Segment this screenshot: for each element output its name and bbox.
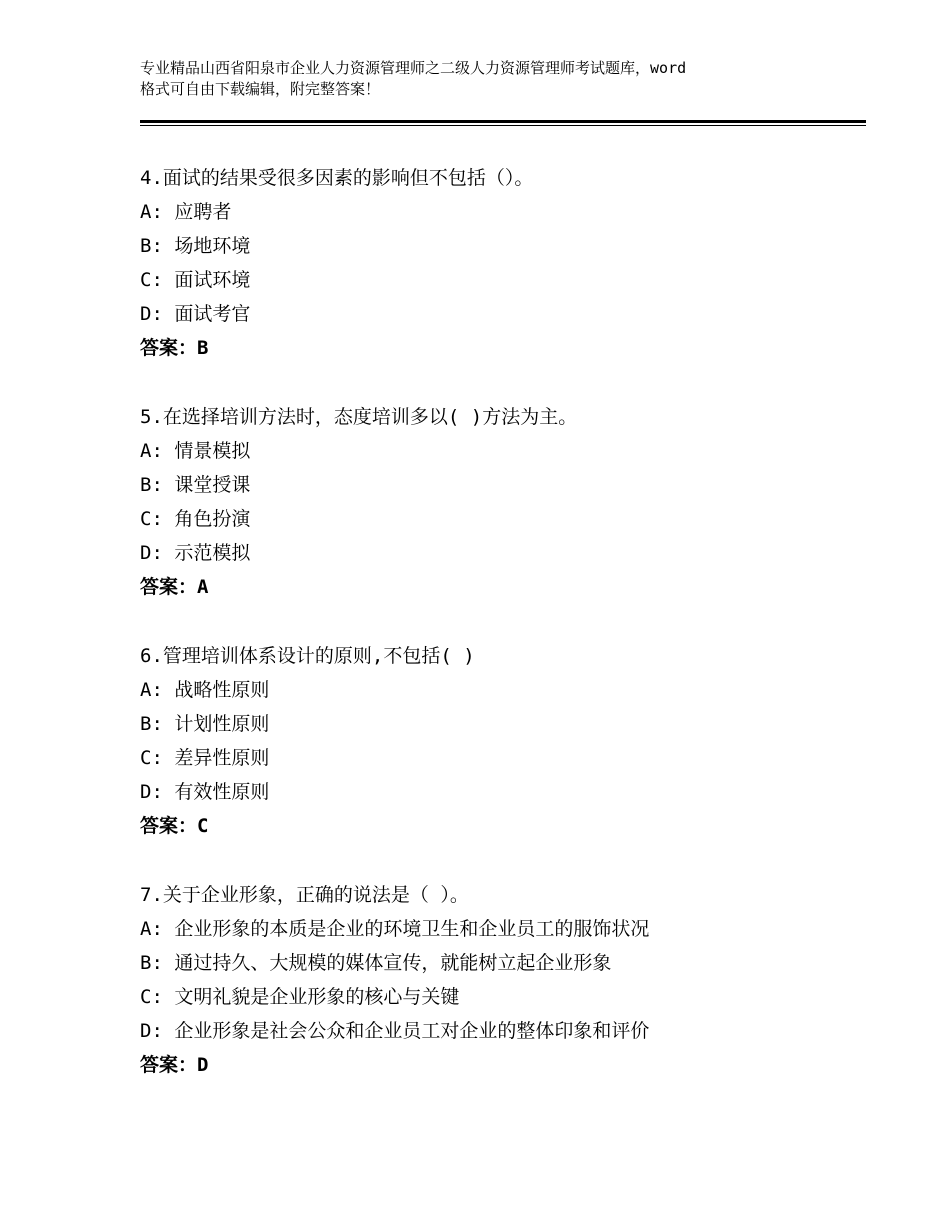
header-line-2: 格式可自由下载编辑，附完整答案！ [140, 80, 381, 98]
option-c: C: 文明礼貌是企业形象的核心与关键 [140, 986, 460, 1008]
question-stem: 4.面试的结果受很多因素的影响但不包括（）。 [140, 167, 534, 189]
answer-line: 答案：A [140, 576, 209, 598]
document-header [140, 58, 840, 100]
option-b: B: 课堂授课 [140, 474, 251, 496]
question-4 [140, 161, 860, 365]
option-d: D: 面试考官 [140, 303, 251, 325]
question-stem: 6.管理培训体系设计的原则,不包括( ) [140, 645, 475, 667]
option-d: D: 企业形象是社会公众和企业员工对企业的整体印象和评价 [140, 1020, 650, 1042]
header-divider-thick [140, 120, 866, 123]
answer-line: 答案：C [140, 815, 209, 837]
option-a: A: 企业形象的本质是企业的环境卫生和企业员工的服饰状况 [140, 918, 650, 940]
option-a: A: 战略性原则 [140, 679, 270, 701]
option-a: A: 情景模拟 [140, 440, 251, 462]
option-d: D: 示范模拟 [140, 542, 251, 564]
question-5 [140, 400, 860, 604]
option-b: B: 场地环境 [140, 235, 251, 257]
answer-line: 答案：D [140, 1054, 209, 1076]
option-c: C: 差异性原则 [140, 747, 270, 769]
question-stem: 7.关于企业形象，正确的说法是（ ）。 [140, 884, 469, 906]
header-divider-thin [140, 125, 866, 126]
answer-line: 答案：B [140, 337, 209, 359]
option-a: A: 应聘者 [140, 201, 232, 223]
option-b: B: 通过持久、大规模的媒体宣传，就能树立起企业形象 [140, 952, 612, 974]
header-line-1: 专业精品山西省阳泉市企业人力资源管理师之二级人力资源管理师考试题库，word [140, 59, 687, 77]
question-stem: 5.在选择培训方法时，态度培训多以( )方法为主。 [140, 406, 578, 428]
option-b: B: 计划性原则 [140, 713, 270, 735]
option-d: D: 有效性原则 [140, 781, 270, 803]
question-7 [140, 878, 860, 1082]
question-6 [140, 639, 860, 843]
option-c: C: 面试环境 [140, 269, 251, 291]
option-c: C: 角色扮演 [140, 508, 251, 530]
